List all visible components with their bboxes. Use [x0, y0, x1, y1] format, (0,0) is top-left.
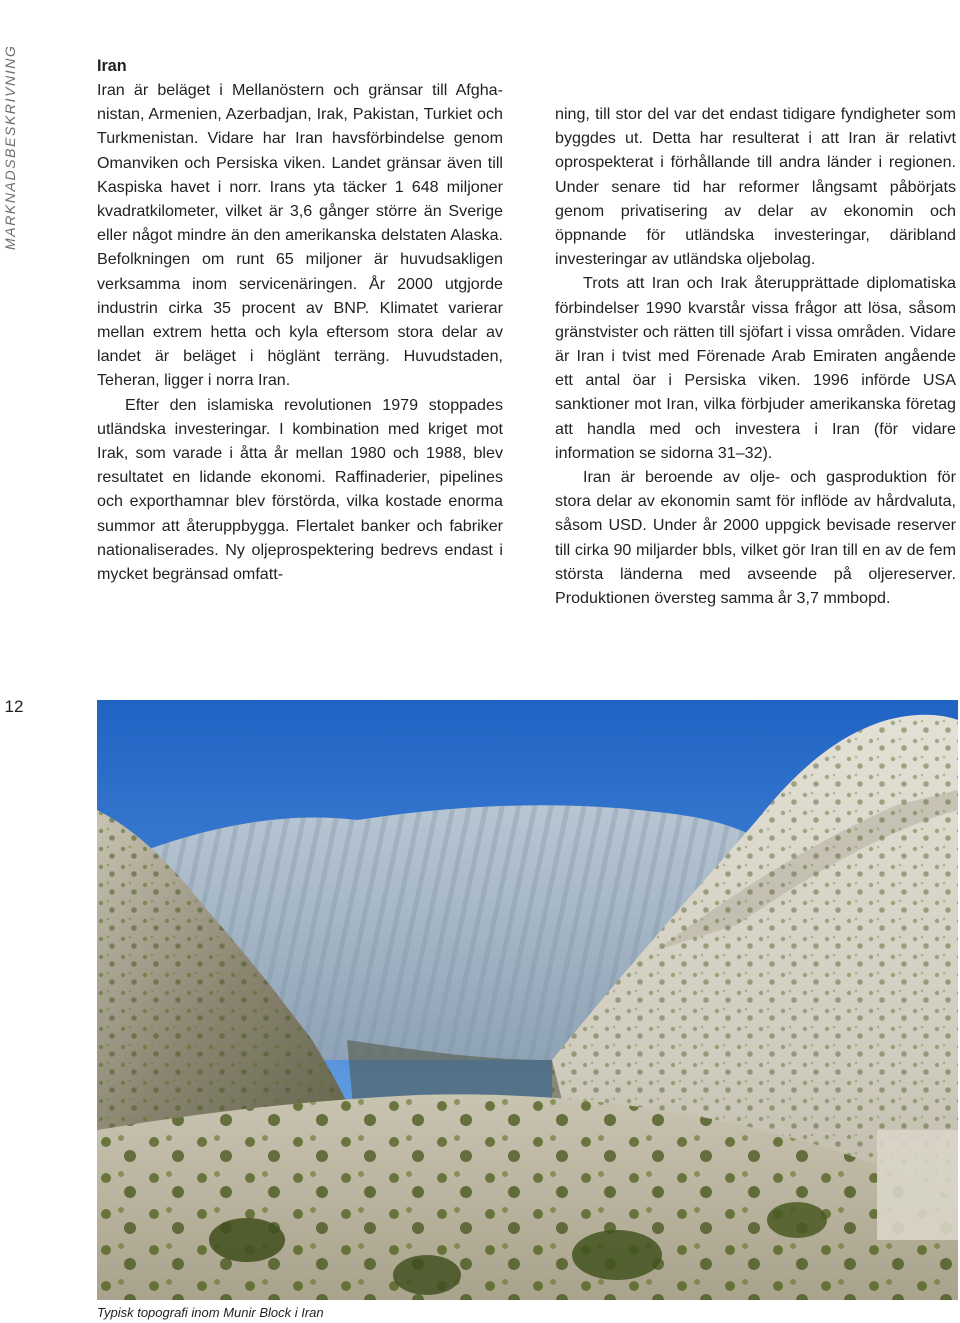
article-paragraph: Iran är beroende av olje- och gasproduktion för stora delar av ekonomin samt för inflöde av hårdvaluta, såsom USD. Under år 2000 uppgick bevisade reserver till cirka 90 miljarder bbls, vilket gör Iran till en av de fem största länderna med avseende på oljereserver. Produktionen översteg samma år 3,7 mmbopd.	[555, 468, 956, 608]
foreground-tree	[209, 1218, 285, 1262]
article-paragraph: Efter den islamiska revolutionen 1979 stoppades utländska investeringar. I kombination med kriget mot Irak, som varade i åtta år mellan 1980 och 1988, blev resultatet en lidande ekonomi. Raffinaderier, pipelines och exporthamnar blev förstörda, vilka kostade enorma summor att återuppbygga. Flertalet banker och fabriker nationaliserades. Ny oljeprospektering bedrevs endast i mycket begränsad omfatt-	[97, 395, 503, 584]
page-number: 12	[4, 697, 24, 716]
section-label-text: MARKNADSBESKRIVNING	[2, 44, 18, 250]
article-left-column	[97, 54, 503, 586]
article-right-column	[555, 102, 956, 610]
foreground-boulder	[877, 1130, 958, 1240]
article-heading: Iran	[97, 57, 127, 75]
foreground-tree	[572, 1230, 662, 1280]
article-paragraph: Iran är beläget i Mellanöstern och gränsar till Afghanistan, Armenien, Azerbadjan, Irak, Pakistan, Turkiet och Turkmenistan. Vidare har Iran havsförbindelse genom Omanviken och Persiska viken. Landet gränsar även till Kaspiska havet i norr. Irans yta täcker 1 648 miljoner kvadratkilometer, vilket är 3,6 gånger större än Sverige eller något mindre än den amerikanska delstaten Alaska. Befolkningen om runt 65 miljoner är huvudsakligen verksamma inom servicenäringen. År 2000 utgjorde industrin cirka 35 procent av BNP. Klimatet varierar mellan extrem hetta och kyla eftersom stora delar av landet är beläget i höglänt terräng. Huvudstaden, Teheran, ligger i norra Iran.	[97, 81, 503, 390]
section-sidebar-label	[0, 0, 22, 250]
photo-caption: Typisk topografi inom Munir Block i Iran	[97, 1305, 324, 1320]
landscape-photo	[97, 700, 958, 1300]
article-paragraph: ning, till stor del var det endast tidigare fyndigheter som byggdes ut. Detta har resulterat i att Iran är relativt oprospekterat i förhållande till andra länder i regionen. Under senare tid har reformer långsamt påbörjats genom privatisering av delar av ekonomin och öppnande för utländska investeringar, däribland investeringar av utländska oljebolag.	[555, 105, 956, 269]
article-paragraph: Trots att Iran och Irak återupprättade diplomatiska förbindelser 1990 kvarstår vissa frågor att lösa, såsom gränstvister och rätten till sjöfart i vissa områden. Vidare är Iran i tvist med Förenade Arab Emiraten angående ett antal öar i Persiska viken. 1996 införde USA sanktioner mot Iran, vilka förbjuder amerikanska företag att handla med och investera i Iran (för vidare information se sidorna 31–32).	[555, 274, 956, 462]
foreground-tree	[393, 1255, 461, 1295]
foreground-tree	[767, 1202, 827, 1238]
